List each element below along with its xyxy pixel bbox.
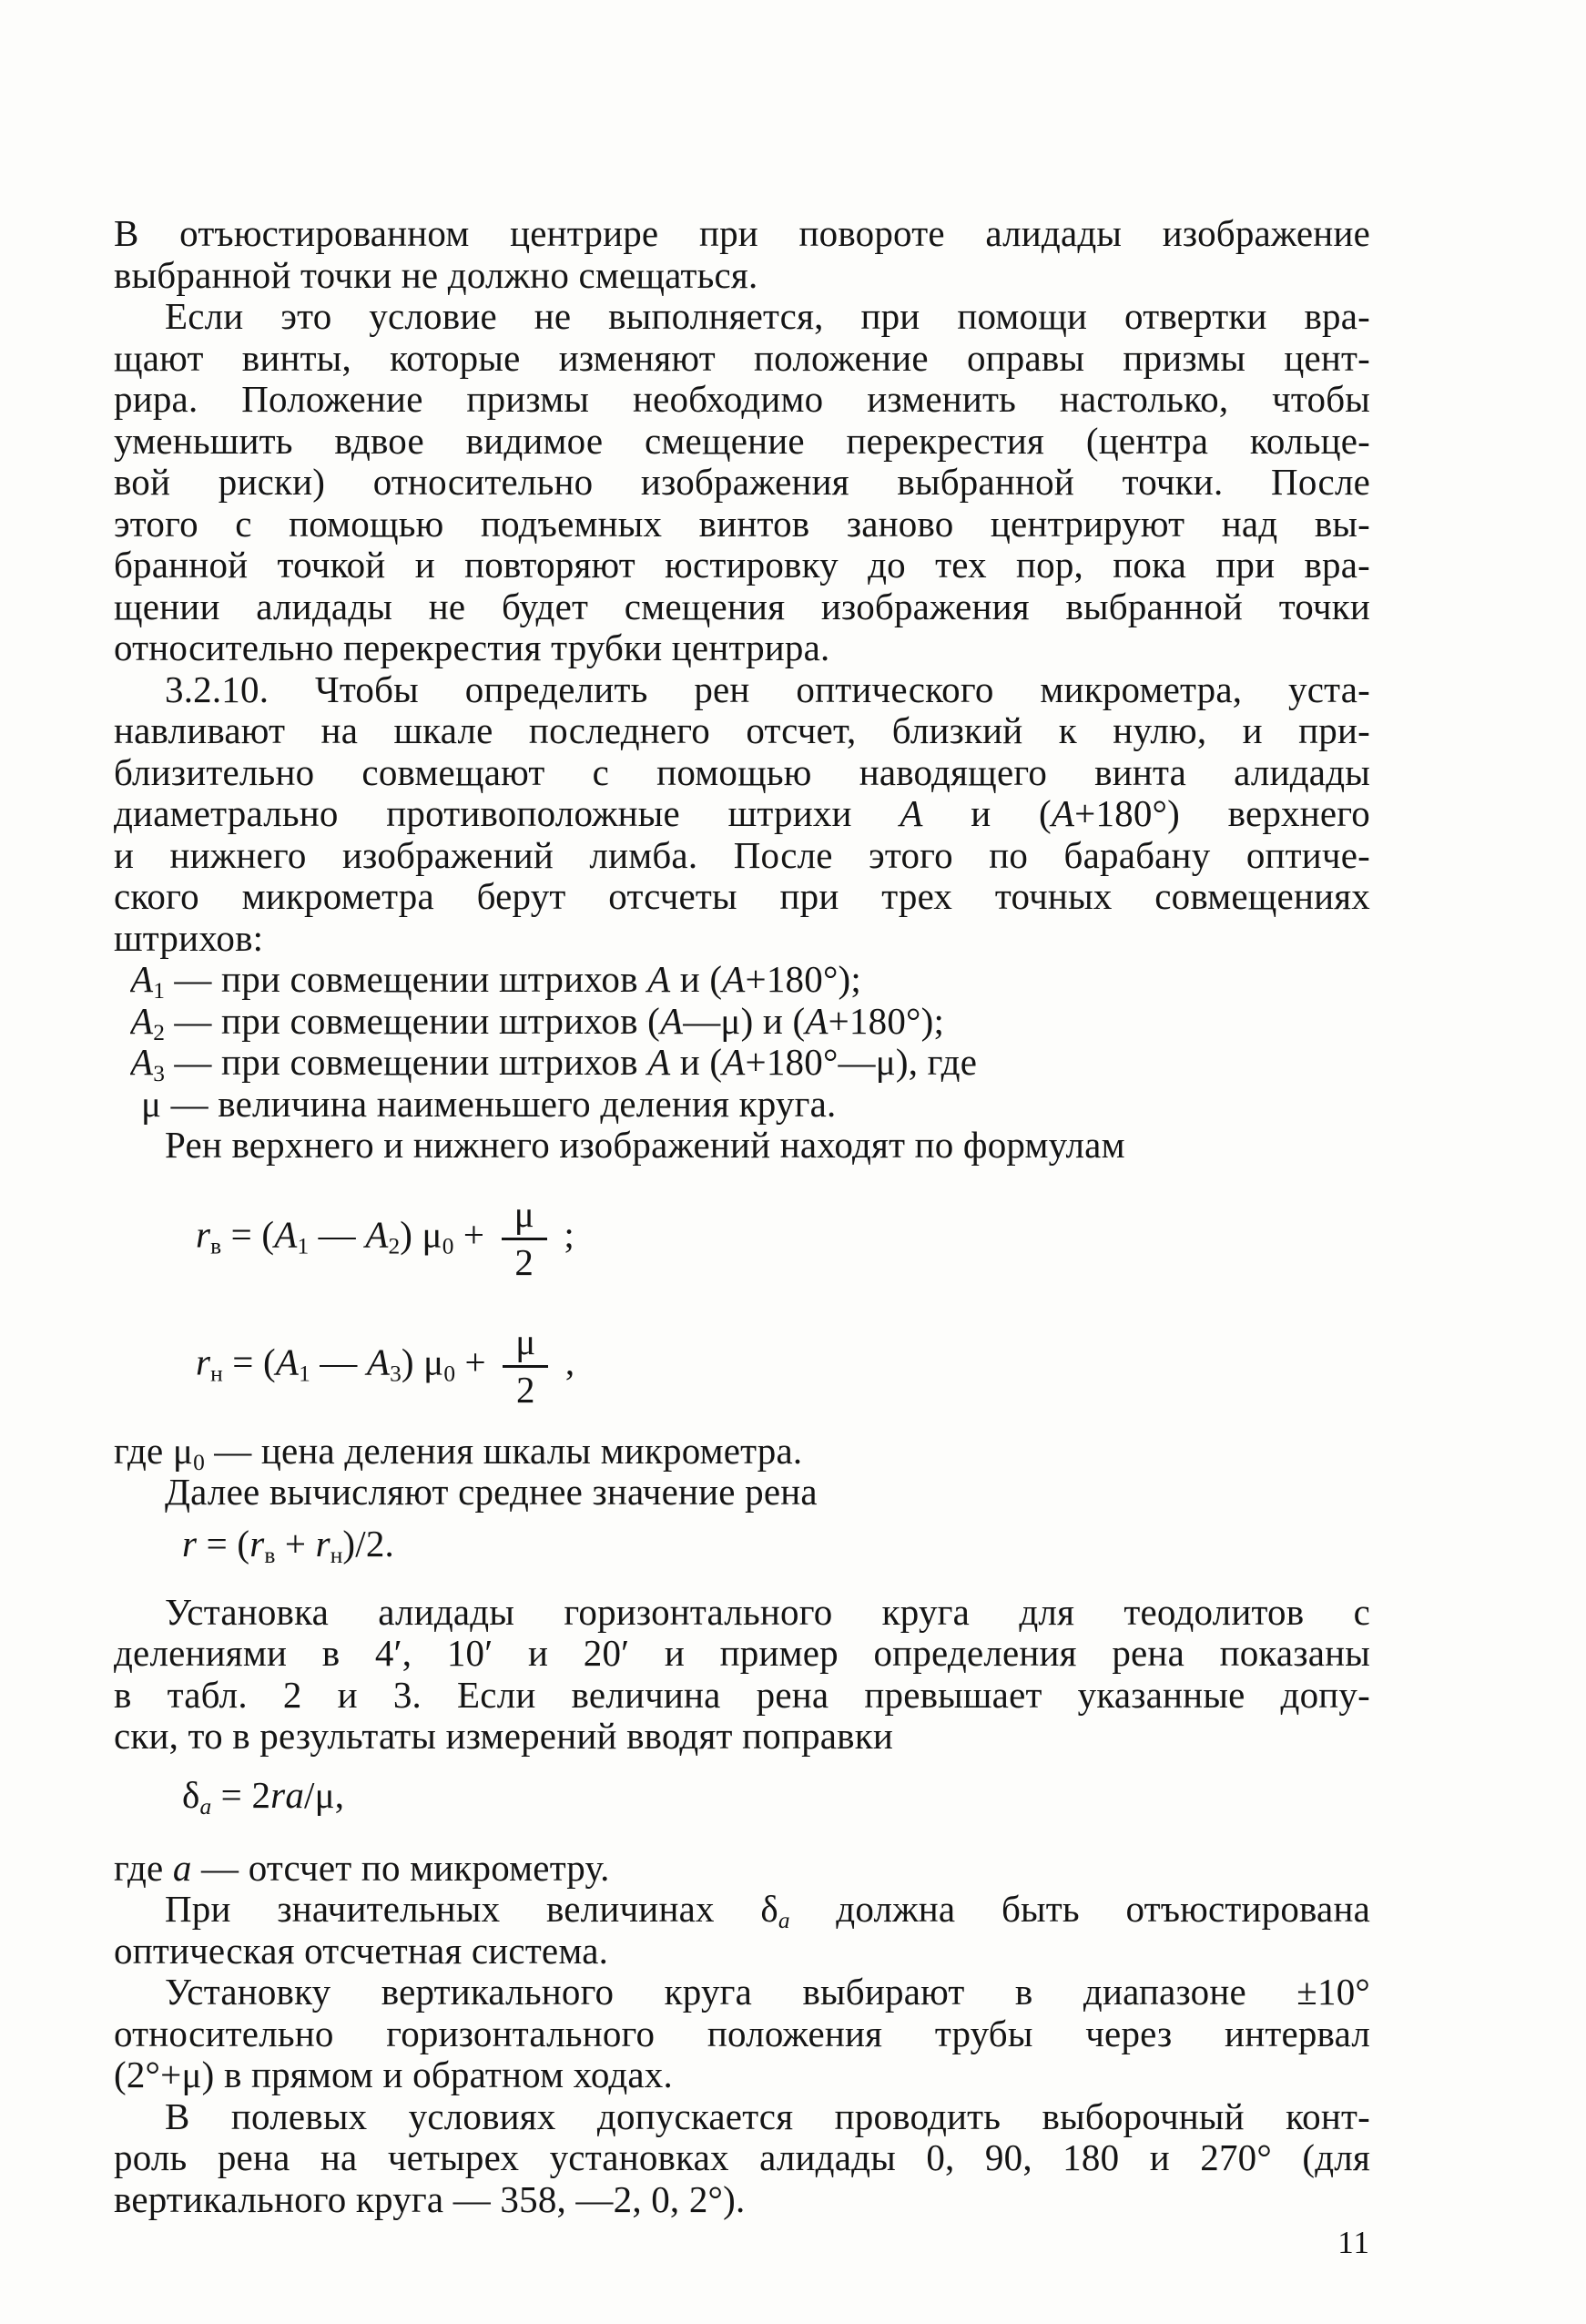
text-line: относительно перекрестия трубки центрира. (114, 627, 830, 668)
fraction-denominator: 2 (514, 1241, 534, 1284)
italic-text: r (249, 1523, 265, 1565)
text-line: μ — величина наименьшего деления круга. (141, 1083, 837, 1125)
text-line: Если это условие не выполняется, при помощи отвертки вра- (165, 295, 1370, 337)
text-line: навливают на шкале последнего отсчет, близкий к нулю, и при- (114, 709, 1370, 751)
subscript: 2 (388, 1233, 401, 1259)
italic-text: r (315, 1523, 330, 1565)
subscript: 1 (297, 1233, 310, 1259)
italic-text: A (275, 1340, 300, 1383)
italic-text: a (199, 1794, 212, 1820)
subscript: в (264, 1543, 276, 1569)
italic-text: r (196, 1213, 211, 1256)
text-line: в табл. 2 и 3. Если величина рена превышает указанные допу- (114, 1674, 1370, 1716)
text-line: А2 — при совмещении штрихов (А—μ) и (А+180°); (130, 1000, 1370, 1042)
subscript (200, 1794, 212, 1819)
italic-text: а (172, 1847, 192, 1889)
fraction-numerator: μ (503, 1322, 548, 1368)
text-line: А1 — при совмещении штрихов А и (А+180°); (130, 958, 1370, 1000)
subscript: 3 (153, 1061, 165, 1083)
subscript: 3 (390, 1361, 402, 1387)
subscript: в (210, 1233, 222, 1259)
italic-text: A (365, 1213, 389, 1256)
text-line: Рен верхнего и нижнего изображений находят по формулам (165, 1124, 1125, 1166)
text-line: диаметрально противоположные штрихи А и (А+180°) верхнего (114, 792, 1370, 834)
italic-text: А (130, 1041, 154, 1083)
text-line: При значительных величинах δa должна быть отъюстирована (165, 1888, 1370, 1930)
subscript: 0 (193, 1450, 205, 1472)
text-line: (2°+μ) в прямом и обратном ходах. (114, 2054, 673, 2095)
text-line: этого с помощью подъемных винтов заново центрируют над вы- (114, 503, 1370, 545)
text-line: щают винты, которые изменяют положение оправы призмы цент- (114, 337, 1370, 379)
subscript: 2 (153, 1020, 165, 1042)
subscript: 0 (442, 1233, 454, 1259)
text-line: где μ0 — цена деления шкалы микрометра. (114, 1430, 1370, 1472)
subscript: 0 (443, 1361, 456, 1387)
subscript: 1 (299, 1361, 310, 1387)
italic-text: A (366, 1340, 391, 1383)
italic-text: А (900, 792, 923, 834)
italic-text: А (659, 1000, 684, 1042)
subscript (778, 1908, 790, 1930)
formula-line: r = (rв + rн)/2. (182, 1523, 394, 1569)
italic-text: А (130, 1000, 154, 1042)
text-line: щении алидады не будет смещения изображения выбранной точки (114, 586, 1370, 627)
text-line: бранной точкой и повторяют юстировку до тех пор, пока при вра- (114, 544, 1370, 586)
text-line: вой риски) относительно изображения выбранной точки. После (114, 461, 1370, 503)
text-line: вертикального круга — 358, —2, 0, 2°). (114, 2178, 746, 2220)
italic-text: А (805, 1000, 829, 1042)
fraction (502, 1195, 547, 1282)
text-line: относительно горизонтального положения трубы через интервал (114, 2013, 1370, 2054)
subscript: н (330, 1543, 343, 1569)
text-line: Установка алидады горизонтального круга для теодолитов с (165, 1591, 1370, 1633)
italic-text: А (1051, 792, 1075, 834)
formula-line: rн = (A1 — A3) μ0 + $\frac{\mu}{2}$ , (196, 1320, 575, 1412)
fraction-denominator: 2 (516, 1369, 535, 1412)
text-line: делениями в 4′, 10′ и 20′ и пример определения рена показаны (114, 1632, 1370, 1674)
subscript: 1 (153, 978, 165, 1000)
italic-text: А (130, 958, 154, 1000)
italic-text: А (647, 1041, 671, 1083)
text-line: оптическая отсчетная система. (114, 1930, 609, 1972)
text-line: где а — отсчет по микрометру. (114, 1847, 610, 1889)
fraction-numerator: μ (502, 1195, 547, 1240)
text-line: В полевых условиях допускается проводить выборочный конт- (165, 2095, 1370, 2137)
text-line: Далее вычисляют среднее значение рена (165, 1471, 818, 1513)
italic-text: ra (270, 1774, 305, 1816)
italic-text: А (722, 958, 746, 1000)
italic-text: A (274, 1213, 298, 1256)
italic-text: a (778, 1908, 790, 1930)
text-line: рира. Положение призмы необходимо изменить настолько, чтобы (114, 378, 1370, 420)
text-line: выбранной точки не должно смещаться. (114, 254, 758, 296)
text-line: штрихов: (114, 917, 264, 959)
text-line: ского микрометра берут отсчеты при трех точных совмещениях (114, 875, 1370, 917)
text-line: А3 — при совмещении штрихов А и (А+180°—μ), где (130, 1041, 1370, 1083)
formula-line: δa = 2ra/μ, (182, 1774, 345, 1820)
italic-text: r (196, 1340, 211, 1383)
text-line: и нижнего изображений лимба. После этого по барабану оптиче- (114, 834, 1370, 876)
italic-text: А (647, 958, 671, 1000)
text-line: роль рена на четырех установках алидады 0, 90, 180 и 270° (для (114, 2136, 1370, 2178)
text-line: ски, то в результаты измерений вводят поправки (114, 1715, 894, 1757)
italic-text: r (182, 1523, 198, 1565)
subscript: н (210, 1361, 223, 1387)
text-line: В отъюстированном центрире при повороте алидады изображение (114, 212, 1370, 254)
formula-line: rв = (A1 — A2) μ0 + $\frac{\mu}{2}$ ; (196, 1193, 574, 1284)
italic-text: А (722, 1041, 746, 1083)
fraction (503, 1322, 548, 1410)
text-line: близительно совмещают с помощью наводящего винта алидады (114, 751, 1370, 793)
text-line: Установку вертикального круга выбирают в диапазоне ±10° (165, 1971, 1370, 2013)
text-line: 3.2.10. Чтобы определить рен оптического микрометра, уста- (165, 668, 1370, 710)
page-number: 11 (1337, 2225, 1370, 2260)
text-line: уменьшить вдвое видимое смещение перекрестия (центра кольце- (114, 420, 1370, 462)
